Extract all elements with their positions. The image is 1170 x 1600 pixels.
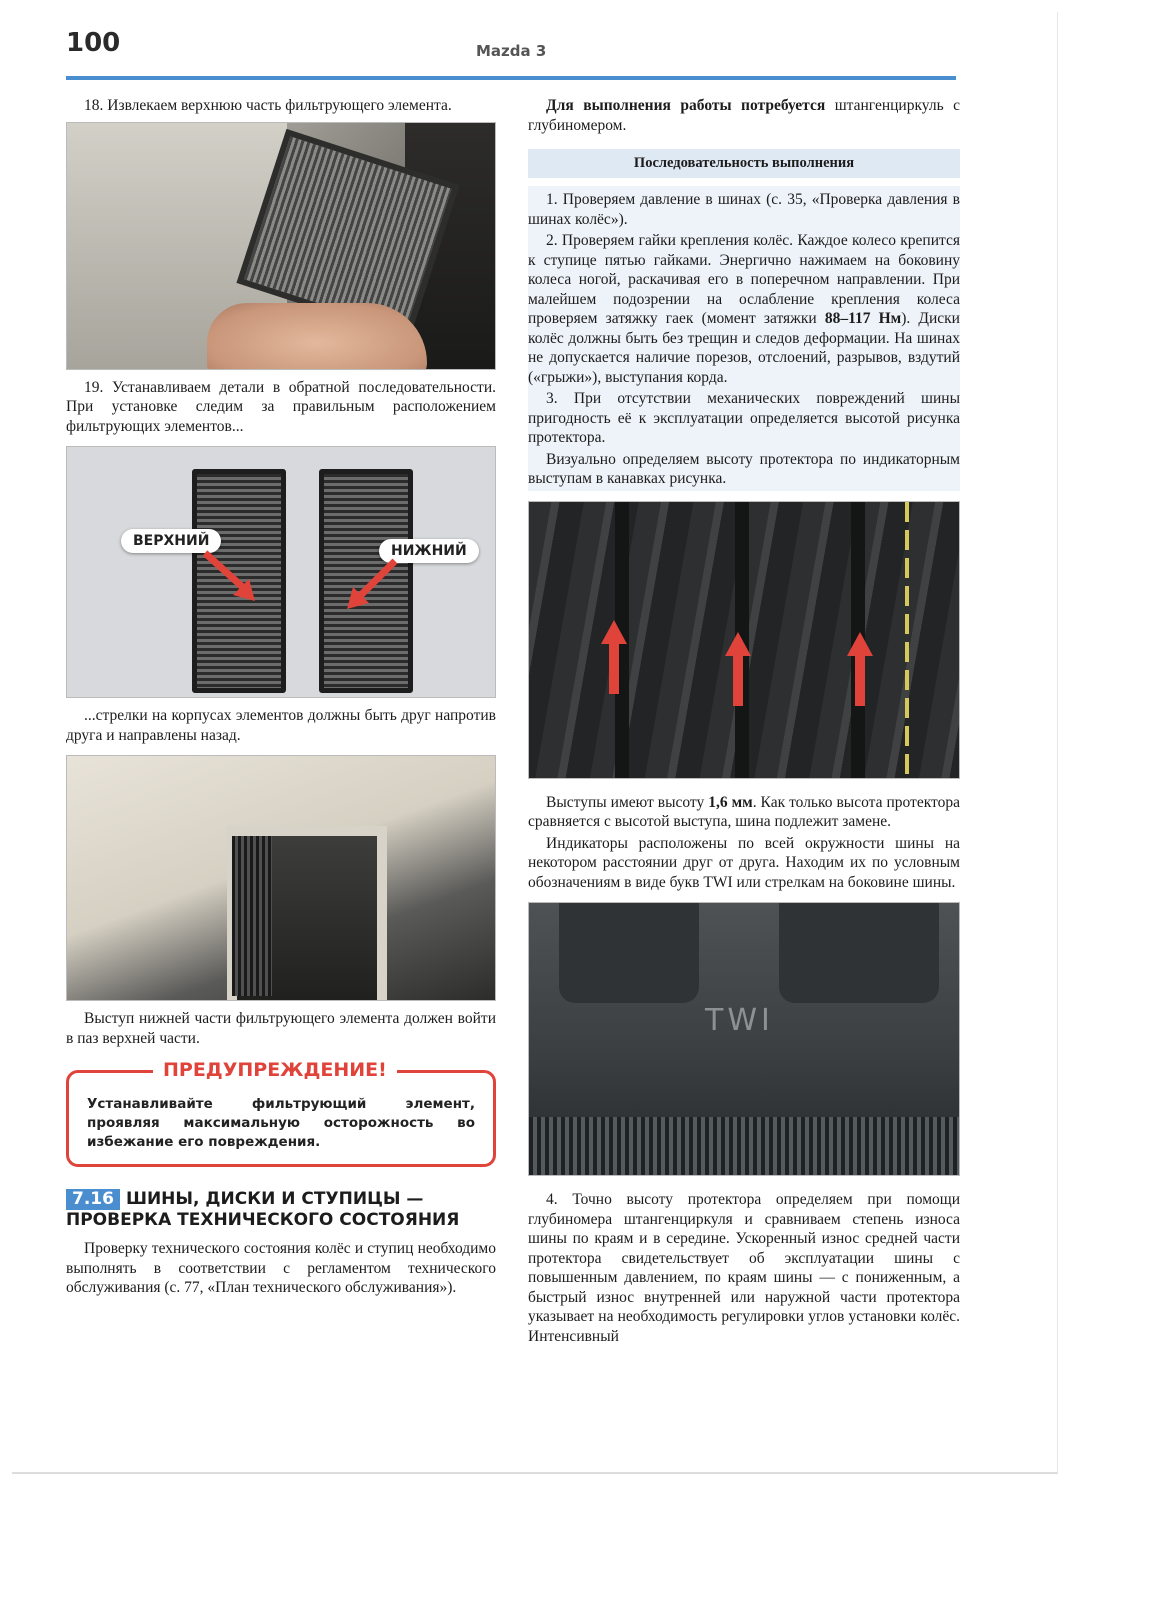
warning-box	[66, 1059, 496, 1167]
tools-required-rest: штангенциркуль с глубиномером.	[528, 97, 960, 134]
red-arrow-upper-icon	[197, 547, 267, 607]
tread-indicator-photo	[528, 501, 960, 779]
tools-required-bold: Для выполнения работы потребуется	[546, 97, 826, 114]
step-18-text: 18. Извлекаем верхнюю часть фильтрующего элемента.	[84, 97, 452, 114]
right-column	[528, 96, 960, 1356]
item-2-torque: 88–117 Нм	[824, 310, 902, 327]
warning-title: ПРЕДУПРЕЖДЕНИЕ!	[153, 1059, 397, 1081]
sequence-item-1: 1. Проверяем давление в шинах (с. 35, «Проверка давления в шинах колёс»).	[528, 191, 960, 228]
section-intro: Проверку технического состояния колёс и ступиц необходимо выполнять в соответствии с регламентом технического обслуживания (с. 77, «План технического обслуживания»).	[66, 1240, 496, 1296]
indicator-height-caption	[528, 793, 960, 832]
sequence-item-4: 4. Точно высоту протектора определяем при помощи глубиномера штангенциркуля и сравниваем степень износа шины по краям и в середине. Ускоренный износ средней части протектора свидетельствует об эксплуатации шины с повышенным давлением, по краям шины — с пониженным, а быстрый износ внутренней или наружной части протектора указывает на необходимость регулировки углов установки колёс. Интенсивный	[528, 1191, 960, 1345]
twi-marking: TWI	[705, 1003, 774, 1038]
red-arrow-indicator-3-icon	[845, 630, 875, 710]
red-arrow-indicator-1-icon	[599, 618, 629, 698]
arrows-caption: ...стрелки на корпусах элементов должны быть друг напротив друга и направлены назад.	[66, 707, 496, 744]
caption-height-value: 1,6 мм	[708, 793, 753, 811]
red-arrow-indicator-2-icon	[723, 630, 753, 710]
sequence-item-2	[528, 231, 960, 387]
section-number: 7.16	[66, 1189, 120, 1210]
page-number: 100	[66, 28, 121, 58]
header-rule	[66, 76, 956, 80]
section-title: ШИНЫ, ДИСКИ И СТУПИЦЫ — ПРОВЕРКА ТЕХНИЧЕСКОГО СОСТОЯНИЯ	[66, 1189, 460, 1230]
filter-removal-photo	[66, 122, 496, 370]
caption-text-a: Выступы имеют высоту	[546, 793, 709, 811]
sequence-title: Последовательность выполнения	[528, 149, 960, 178]
sequence-steps	[528, 186, 960, 491]
item-2-text-a: 2. Проверяем гайки крепления колёс. Каждое колесо крепится к ступице пятью гайками. Энергично нажимаем на боковину колеса ногой, раскачивая его в поперечном направлении. При малейшем подозрении на ослабление крепления колеса проверяем затяжку гаек (момент затяжки	[528, 232, 960, 327]
upper-label: ВЕРХНИЙ	[121, 529, 221, 553]
visual-check-text: Визуально определяем высоту протектора по индикаторным выступам в канавках рисунка.	[528, 450, 960, 487]
indicators-text: Индикаторы расположены по всей окружности шины на некотором расстоянии друг от друга. Находим их по условным обозначениям в виде букв TWI или стрелкам на боковине шины.	[528, 834, 960, 891]
red-arrow-lower-icon	[343, 555, 403, 615]
item-2-text-b: ). Диски колёс должны быть без трещин и следов деформации. На шинах не допускается наличие порезов, отслоений, разрывов, вздутий («грыжи»), выступания корда.	[528, 310, 960, 386]
housing-photo	[66, 755, 496, 1001]
caption-text-b: . Как только высота протектора сравняется с высотой выступа, шина подлежит замене.	[528, 793, 960, 830]
step-19-text: 19. Устанавливаем детали в обратной последовательности. При установке следим за правильным расположением фильтрующих элементов...	[66, 378, 496, 435]
left-column	[66, 96, 496, 1298]
running-head: Mazda 3	[476, 42, 547, 60]
tools-required	[528, 96, 960, 135]
lower-label: НИЖНИЙ	[379, 539, 479, 563]
section-heading	[66, 1189, 496, 1231]
protrusion-caption: Выступ нижней части фильтрующего элемента должен войти в паз верхней части.	[66, 1010, 496, 1047]
filter-elements-photo	[66, 446, 496, 698]
sequence-item-3: 3. При отсутствии механических повреждений шины пригодность её к эксплуатации определяется высотой рисунка протектора.	[528, 390, 960, 446]
twi-marking-photo	[528, 902, 960, 1176]
warning-text: Устанавливайте фильтрующий элемент, проявляя максимальную осторожность во избежание его повреждения.	[87, 1096, 475, 1150]
